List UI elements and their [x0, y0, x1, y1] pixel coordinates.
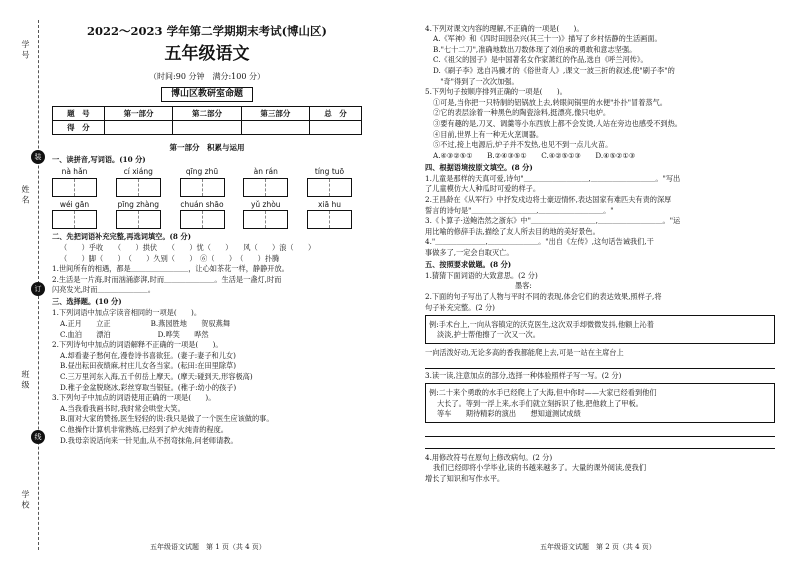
choice-words: 等车 期待精彩的演出 想知道测试成绩: [437, 409, 581, 419]
question-line: 2.王昌龄在《从军行》中抒发戍边将士豪迈情怀,表达国家有难匹夫有责的深厚: [425, 194, 672, 204]
pinyin: qīng zhū: [185, 167, 219, 177]
section-title: 二、先把词语补充完整,再选词填空。(8 分): [52, 232, 191, 241]
example-line: 大长了。等到一浮上来,水手们就立刻拆识了他,把他救上了甲板。: [437, 398, 643, 408]
writing-box[interactable]: [243, 178, 288, 197]
question-line: （ ）脚（ ） （ ）久别（ ） ⑥（ ） （ ）扑腾: [60, 253, 280, 263]
section-title: 四、根据语境按原文填空。(8 分): [425, 162, 533, 172]
sentence: ④目前,世界上有一种无火烹调器。: [433, 129, 544, 139]
exam-page-1: [52, 24, 362, 446]
exam-page-2: [425, 22, 775, 485]
question-line: 用比喻的修辞手法,描绘了友人所去目的地的美好景色。: [425, 226, 600, 236]
writing-grid-row: [52, 210, 362, 229]
example-line: 淡淡,护士帮他擦了一次又一次。: [437, 330, 540, 340]
option[interactable]: B.昼出耘田夜绩麻,村庄儿女各当家。(耘田:在田里除草): [60, 361, 237, 371]
exam-title: 2022～2023 学年第二学期期末考试(博山区): [87, 24, 327, 38]
question: 句子补充完整。(2 分): [425, 302, 495, 312]
writing-box[interactable]: [180, 178, 225, 197]
option[interactable]: C.血泊 漂泊: [60, 329, 111, 339]
pinyin: chuán shāo: [180, 199, 224, 209]
score-cell[interactable]: [173, 120, 241, 134]
answer-line[interactable]: [425, 438, 775, 449]
question: 5.下列句子按顺序排列正确的一项是( )。: [425, 87, 567, 97]
sentence: ⑤不过,接上电源后,炉子并不发热,也见不到一点儿火苗。: [433, 140, 613, 150]
question-line: 了儿童模仿大人种瓜时可爱的样子。: [425, 184, 541, 194]
option[interactable]: A.《军神》和《四时田园杂兴(其三十一)》描写了乡村恬静的生活画面。: [433, 34, 662, 44]
options-row: [52, 319, 362, 328]
option[interactable]: C.《祖父的园子》是中国著名女作家萧红的作品,选自《呼兰河传》。: [433, 55, 648, 65]
binding-margin: [0, 0, 60, 561]
answer-options[interactable]: A.④③②⑤① B.②④③⑤① C.④②⑤①③ D.④⑤②①③: [433, 150, 636, 160]
pinyin-row: [52, 167, 362, 176]
question: 3.读一读,注意加点的部分,选择一种体验照样子写一写。(2 分): [425, 370, 622, 380]
example-box: [425, 383, 775, 422]
section-title: 三、选择题。(10 分): [52, 297, 122, 307]
section-title: 五、按照要求做题。(8 分): [425, 259, 512, 269]
question: 4.下列对课文内容的理解,不正确的一项是( )。: [425, 23, 584, 33]
option[interactable]: B."七十二刀",准确地数出刀数体现了刘伯承的勇敢和意志坚强。: [433, 44, 637, 54]
option[interactable]: D.我母亲说话向来一针见血,从不拐弯抹角,问老师请教。: [60, 435, 238, 445]
example-box: [425, 315, 775, 344]
score-label: 得 分: [53, 120, 105, 134]
question-line: 3.《卜算子·送鲍浩然之浙东》中"＿＿＿＿＿＿＿＿＿,＿＿＿＿＿＿＿＿＿。"运: [425, 216, 681, 226]
side-label-student-id: 学 号: [21, 40, 30, 59]
binding-mark: 订: [31, 282, 45, 296]
pinyin: cí xiáng: [123, 167, 153, 177]
writing-box[interactable]: [52, 210, 97, 229]
option[interactable]: D.稚子金盆脱晓冰,彩丝穿取当银钲。(稚子:幼小的孩子): [60, 382, 237, 392]
sentence: 我们已经即将小学毕业,读的书越来越多了。大量的课外阅读,使我们: [433, 463, 647, 473]
question-line: 闪亮发光,时而＿＿＿＿＿＿＿。: [52, 285, 155, 295]
question: 3.下列句子中加点的词语使用正确的一项是( )。: [52, 393, 216, 403]
answer-line[interactable]: [425, 358, 775, 369]
binding-mark: 线: [31, 430, 45, 444]
pinyin-row: [52, 200, 362, 209]
page-footer: 五年级语文试题 第 1 页（共 4 页）: [150, 543, 266, 551]
writing-box[interactable]: [307, 210, 352, 229]
options-row: [52, 330, 362, 339]
option[interactable]: A.当我看我画书时,我时常会哄堂大笑。: [60, 403, 185, 413]
option[interactable]: A.却看妻子愁何在,漫卷诗书喜欲狂。(妻子:妻子和儿女): [60, 350, 236, 360]
pinyin: wéi gān: [59, 199, 90, 209]
score-cell[interactable]: [104, 120, 172, 134]
score-header: 总 分: [310, 106, 362, 120]
score-header: 题 号: [53, 106, 105, 120]
part-title: 第一部分 积累与运用: [169, 142, 245, 152]
side-label-name: 姓 名: [21, 185, 30, 204]
option[interactable]: A.正月 立正: [60, 318, 111, 328]
writing-grid-row: [52, 178, 362, 197]
sentence: 增长了知识和写作水平。: [425, 473, 505, 483]
question-line: （ ）乎收 （ ）拱伏 （ ）忧（ ） 风（ ）浪（ ）: [60, 243, 316, 252]
option[interactable]: C.他操作计算机非常熟练,已经到了炉火纯青的程度。: [60, 424, 228, 434]
word-prompt: 墨客:: [515, 281, 532, 291]
pinyin: nà hǎn: [61, 167, 88, 177]
score-cell[interactable]: [241, 120, 309, 134]
pinyin: yǔ zhòu: [250, 199, 281, 209]
example-line: 例:二十来个勇敢的水手已经爬上了大海,但中你时——大家已经看到他们: [429, 388, 657, 397]
section-title: 一、读拼音,写词语。(10 分): [52, 155, 146, 165]
option-continued: "奇"得到了一次次加强。: [433, 76, 519, 86]
pinyin: pīng zhàng: [117, 199, 160, 209]
option[interactable]: C.三万里河东入海,五千仞岳上摩天。(摩天:碰到天,形容极高): [60, 371, 253, 381]
pinyin: tíng tuō: [314, 167, 345, 177]
subject-title: 五年级语文: [164, 44, 250, 65]
writing-box[interactable]: [116, 210, 161, 229]
question-line: 1.世间所有的相遇，都是＿＿＿＿＿＿＿＿，让心如茶花一样，静静开放。: [52, 264, 289, 274]
org-title: 博山区教研室命题: [161, 87, 253, 102]
pinyin: xiā hu: [317, 199, 341, 209]
question-line: 1.儿童是那样的天真可爱,诗句"＿＿＿＿＿＿＿＿＿,＿＿＿＿＿＿＿＿＿。"写出: [425, 173, 681, 183]
answer-line[interactable]: [425, 426, 775, 437]
question: 4.用修改符号在原句上修改病句。(2 分): [425, 452, 553, 462]
page-footer: 五年级语文试题 第 2 页（共 4 页）: [540, 543, 656, 551]
option[interactable]: D.哗笑 哗然: [157, 329, 209, 339]
pinyin: àn rán: [253, 167, 278, 177]
question-line: 事做多了,一定会自取灭亡。: [425, 247, 514, 257]
option[interactable]: B.燕园胜地 贺驭燕舞: [150, 318, 231, 328]
side-label-school: 学 校: [21, 490, 30, 509]
writing-box[interactable]: [116, 178, 161, 197]
score-table: [52, 106, 362, 135]
sentence: ③要有趣的是,刀叉、调羹等小东西放上都不会发烫,人站在旁边也感受不到热。: [433, 118, 682, 128]
score-header: 第三部分: [241, 106, 309, 120]
time-score-info: （时间:90 分钟 满分:100 分）: [149, 71, 265, 81]
question-line: 2.生活是一片海,时而汹涌澎湃,时而＿＿＿＿＿＿＿。生活是一盏灯,时而: [52, 274, 282, 284]
question: 1.下列词语中加点字读音相同的一项是( )。: [52, 308, 202, 318]
score-header: 第二部分: [173, 106, 241, 120]
sentence: ②它的表层涂着一种黑色的陶瓷涂料,挺漂亮,像只电炉。: [433, 108, 611, 118]
writing-box[interactable]: [307, 178, 352, 197]
example-line: 例:手术台上,一向从容镇定的沃克医生,这次双手却微微发抖,他额上沁着: [429, 319, 654, 329]
question-line: 4."＿＿＿＿＿＿＿,＿＿＿＿＿＿＿。"出自《左传》,这句话告诫我们,干: [425, 237, 654, 247]
sentence: ①可是,当你把一只特制的铝锅放上去,转眼间锅里的水便"扑扑"冒着蒸气。: [433, 97, 667, 107]
option[interactable]: B.面对大家的赞扬,医生轻轻的说:我只是做了一个医生应该做的事。: [60, 414, 274, 424]
score-cell[interactable]: [310, 120, 362, 134]
side-label-class: 班 级: [21, 370, 30, 389]
option[interactable]: D.《刷子李》选自冯骥才的《俗世奇人》,课文一波三折的叙述,使"刷子李"的: [433, 65, 675, 75]
question: 2.下列诗句中加点的词语解释不正确的一项是( )。: [52, 340, 223, 350]
score-header: 第一部分: [104, 106, 172, 120]
question: 2.下面的句子写出了人物与平时不同的表现,体会它们的表达效果,照样子,将: [425, 292, 662, 302]
writing-box[interactable]: [52, 178, 97, 197]
writing-box[interactable]: [243, 210, 288, 229]
prompt-line: 一向活泼好动,无论多高的香我都能爬上去,可是一站在主席台上: [425, 347, 624, 357]
question-line: 誓言的诗句是"＿＿＿＿＿＿＿＿＿,＿＿＿＿＿＿＿＿＿。": [425, 205, 614, 215]
question: 1.猜猜下面词语的大致意思。(2 分): [425, 270, 538, 280]
writing-box[interactable]: [180, 210, 225, 229]
binding-mark: 装: [31, 150, 45, 164]
